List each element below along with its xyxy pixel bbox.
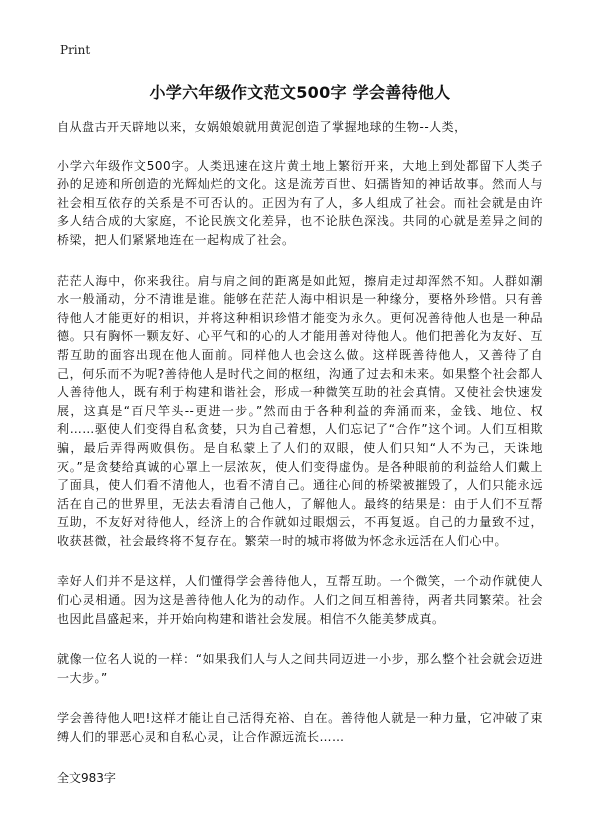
paragraph-2: 小学六年级作文500字。人类迅速在这片黄土地上繁衍开来，大地上到处都留下人类子孙的足迹和所创造的光辉灿烂的文化。这是流芳百世、妇孺皆知的神话故事。然而人与社会相互依存的关系是不可否认的。正因为有了人，多人组成了社会。而社会就是由许多人结合成的大家庭，不论民族文化差异，也不论肤色深浅。共同的心就是差异之间的桥梁，把人们紧紧地连在一起构成了社会。 — [57, 158, 543, 247]
paragraph-5: 就像一位名人说的一样：“如果我们人与人之间共同迈进一小步，那么整个社会就会迈进一大步。” — [57, 652, 543, 685]
paragraph-6: 学会善待他人吧!这样才能让自己活得充裕、自在。善待他人就是一种力量，它冲破了束缚人们的罪恶心灵和自私心灵，让合作源远流长…… — [57, 711, 543, 745]
article-body — [57, 118, 543, 787]
paragraph-intro: 自从盘古开天辟地以来，女娲娘娘就用黄泥创造了掌握地球的生物--人类， — [57, 120, 467, 134]
paragraph-4: 幸好人们并不是这样，人们懂得学会善待他人，互帮互助。一个微笑，一个动作就使人们心灵相通。因为这是善待他人化为的动作。人们之间互相善待，两者共同繁荣。社会也因此昌盛起来，并开始向构建和谐社会发展。相信不久能美梦成真。 — [57, 574, 543, 626]
article-title: 小学六年级作文范文500字 学会善待他人 — [149, 83, 451, 102]
word-count: 全文983字 — [57, 770, 116, 785]
paragraph-3: 茫茫人海中，你来我往。肩与肩之间的距离是如此短，擦肩走过却浑然不知。人群如潮水一般涌动，分不清谁是谁。能够在茫茫人海中相识是一种缘分，要格外珍惜。只有善待他人才能更好的相识，并将这种相识珍惜才能变为永久。更何况善待他人也是一种品德。只有胸怀一颗友好、心平气和的心的人才能用善对待他人。他们把善化为友好、互帮互助的面容出现在他人面前。同样他人也会这么做。这样既善待他人，又善待了自己，何乐而不为呢?善待他人是时代之间的枢纽，沟通了过去和未来。如果整个社会都人人善待他人，既有利于构建和谐社会，形成一种微笑互助的社会真情。又使社会快速发展，这真是“百尺竿头--更进一步。”然而由于各种利益的奔涌而来，金钱、地位、权利……驱使人们变得自私贪婪，只为自己着想，人们忘记了“合作”这个词。人们互相欺骗，最后弄得两败俱伤。是自私蒙上了人们的双眼，使人们只知“人不为己，天诛地灭。”是贪婪给真诚的心罩上一层浓灰，使人们变得虚伪。是各种眼前的利益给人们戴上了面具，使人们看不清他人，也看不清自己。通往心间的桥梁被摧毁了，人们只能永远活在自己的世界里，无法去看清自己他人，了解他人。最终的结果是：由于人们不互帮互助，不友好对待他人，经济上的合作就如过眼烟云，不再复返。自己的力量致不过，收获甚微，社会最终将不复存在。繁荣一时的城市将做为怀念永远活在人们心中。 — [57, 273, 543, 548]
print-link[interactable]: Print — [60, 43, 91, 57]
